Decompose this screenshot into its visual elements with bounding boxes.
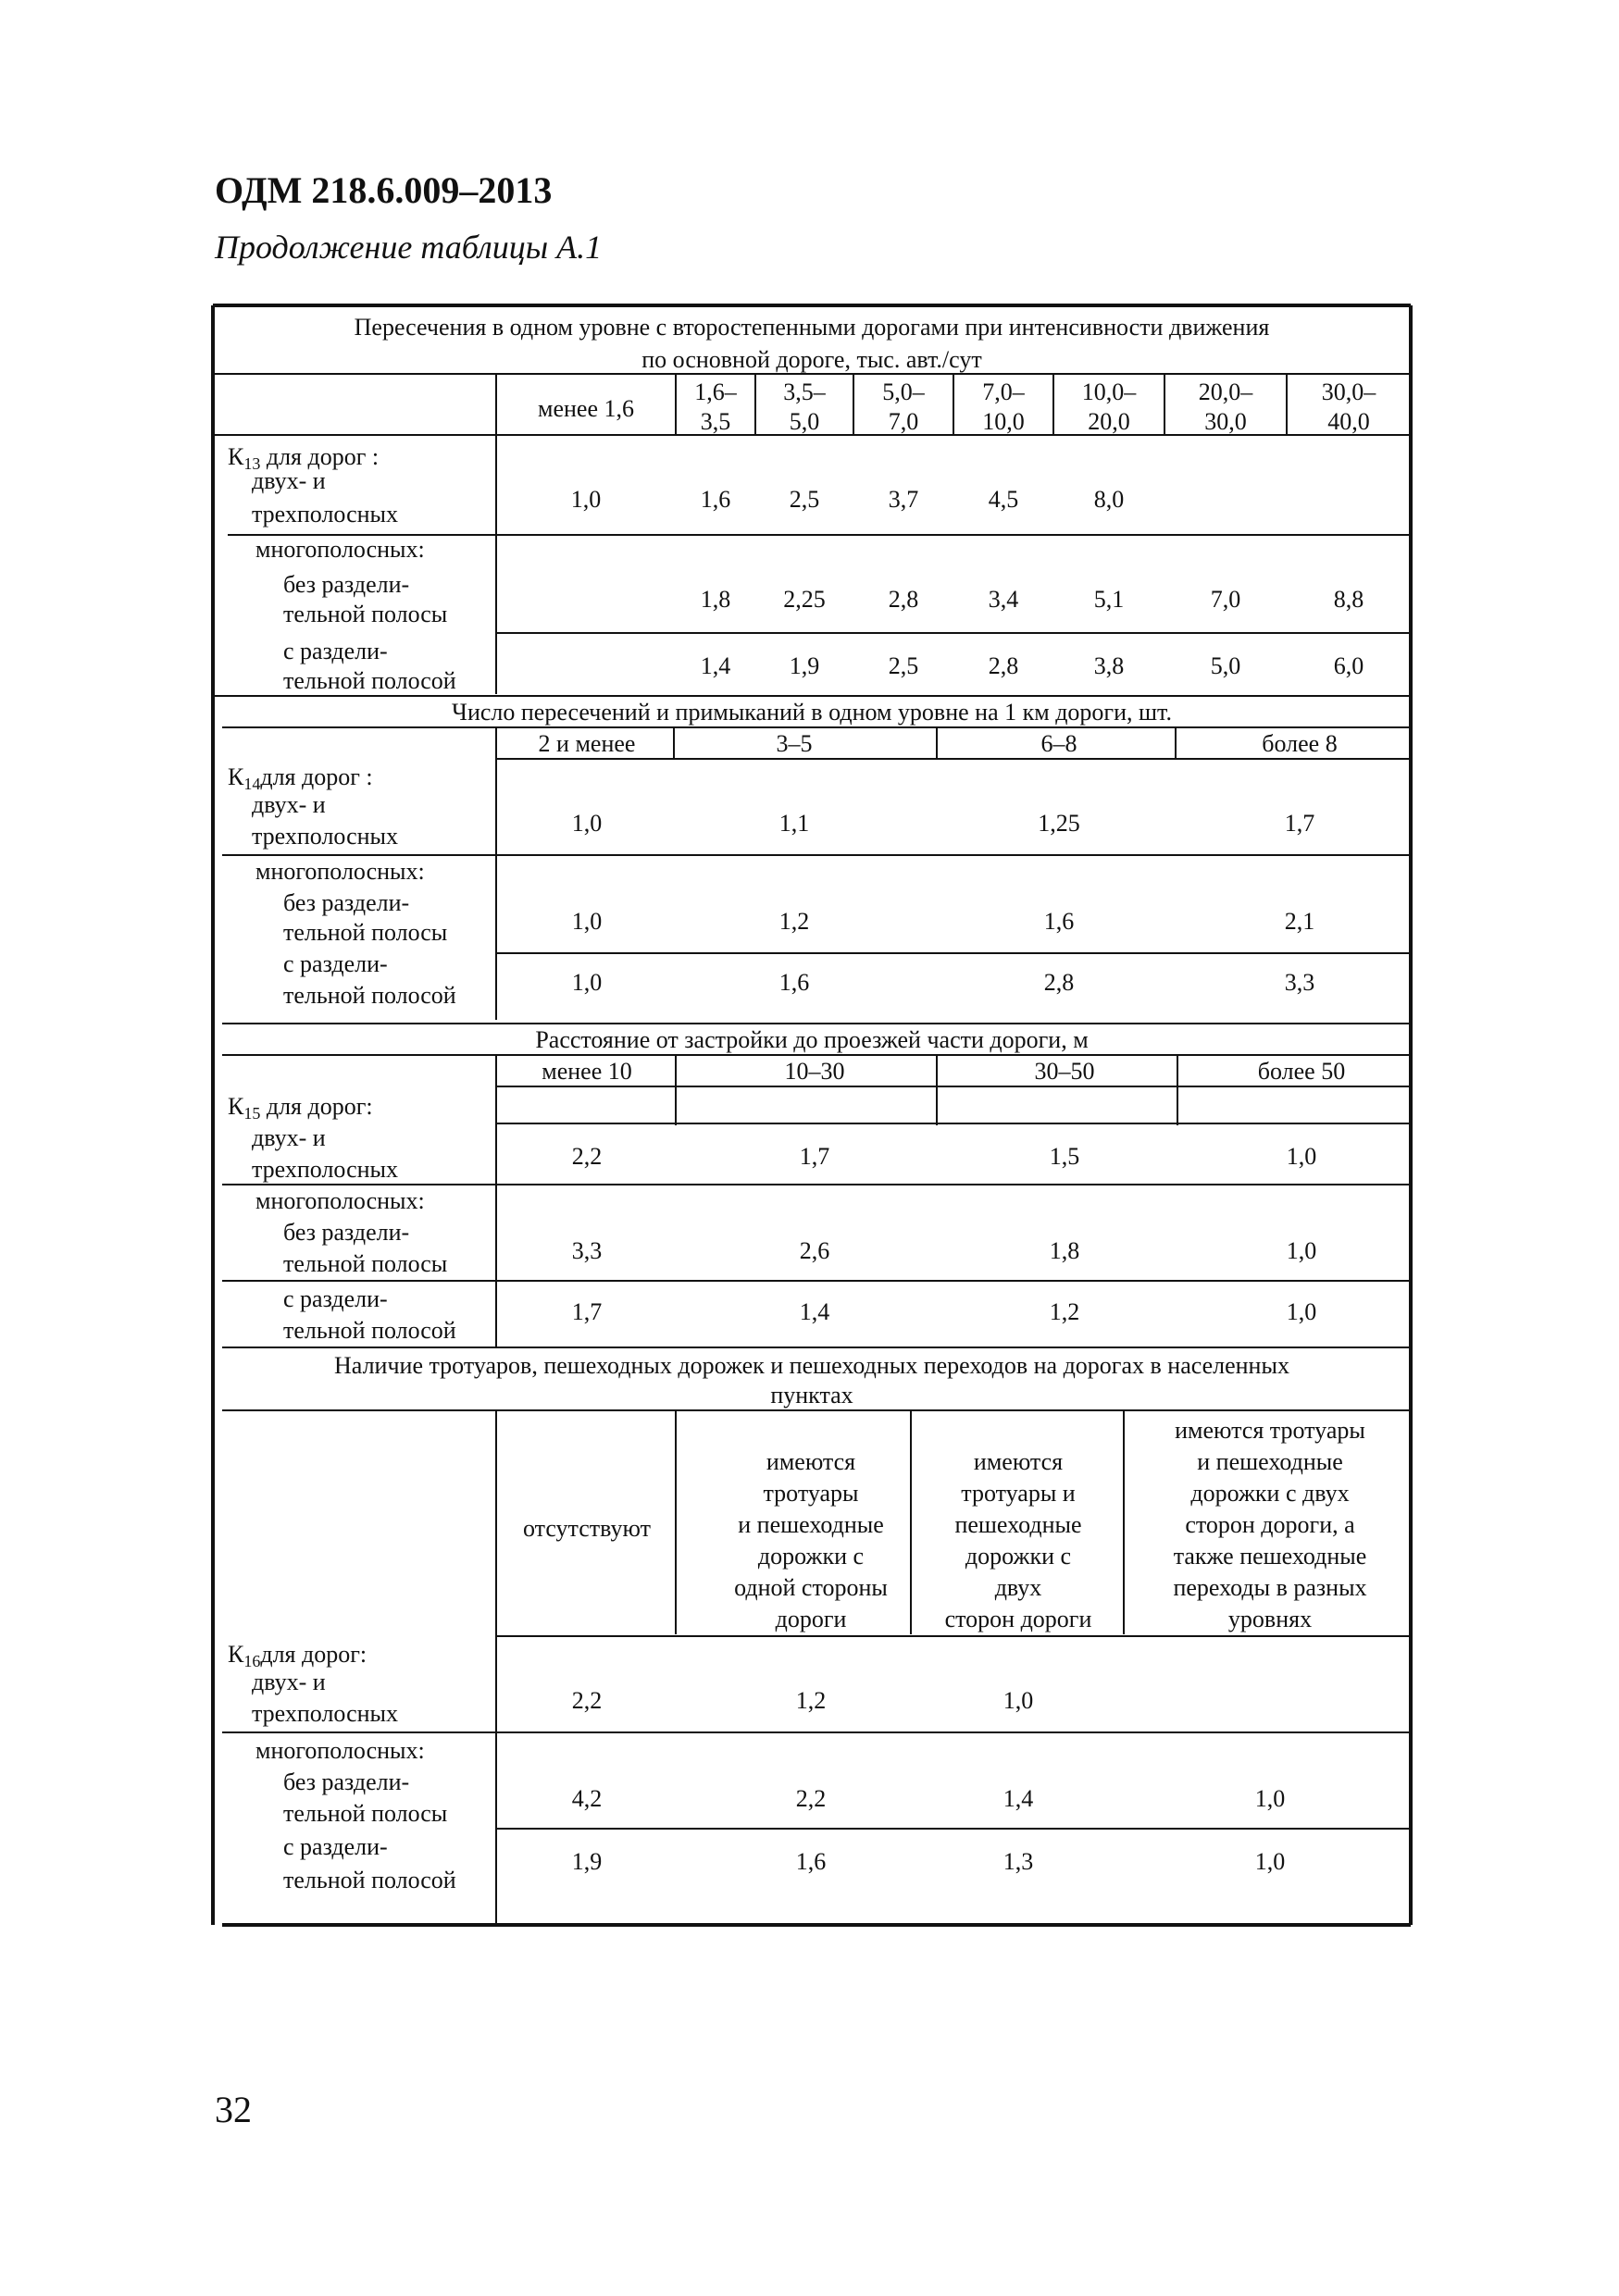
k13-column-header: 7,0 xyxy=(888,408,919,435)
k16-cell-with: 1,3 xyxy=(1003,1848,1034,1875)
k13-cell-without: 3,4 xyxy=(988,586,1019,613)
k15-cell-without: 1,0 xyxy=(1286,1237,1317,1264)
k13-cell-without: 2,8 xyxy=(888,586,919,613)
k16-column-header: отсутствуют xyxy=(523,1515,651,1542)
k15-cell-two_three: 1,5 xyxy=(1049,1143,1080,1170)
k15-cell-without: 2,6 xyxy=(799,1237,830,1264)
k13-section-title: по основной дороге, тыс. авт./сут xyxy=(641,346,982,373)
page-number: 32 xyxy=(215,2089,252,2130)
k14-cell-with: 3,3 xyxy=(1284,969,1315,996)
k14-cell-without: 1,0 xyxy=(571,908,603,935)
k14-column-header: 6–8 xyxy=(1040,730,1077,757)
k16-column-header: одной стороны xyxy=(734,1574,888,1601)
k16-cell-two_three: 1,0 xyxy=(1003,1687,1034,1714)
k13-cell-two_three: 1,0 xyxy=(570,486,602,513)
k14-cell-without: 1,6 xyxy=(1043,908,1075,935)
k14-row-label-multilane: многополосных: xyxy=(255,858,425,885)
k13-row-label-multilane: многополосных: xyxy=(255,536,425,563)
k16-cell-without: 1,0 xyxy=(1254,1785,1286,1812)
k13-row-label-without-divider: тельной полосы xyxy=(283,601,448,627)
k13-cell-with: 2,5 xyxy=(888,652,919,679)
k16-cell-with: 1,0 xyxy=(1254,1848,1286,1875)
k13-column-header: 5,0– xyxy=(882,379,925,405)
k14-row-label-without-divider: без раздели- xyxy=(283,889,410,916)
k15-cell-without: 3,3 xyxy=(571,1237,603,1264)
k13-column-header: 20,0 xyxy=(1088,408,1130,435)
k16-column-header: пешеходные xyxy=(954,1511,1082,1538)
k16-column-header: также пешеходные xyxy=(1173,1543,1367,1570)
k15-row-label-without-divider: тельной полосы xyxy=(283,1250,448,1277)
k16-column-header: имеются xyxy=(973,1448,1064,1475)
k14-cell-with: 1,0 xyxy=(571,969,603,996)
k14-column-header: 3–5 xyxy=(776,730,813,757)
k14-row-label-with-divider: тельной полосой xyxy=(283,982,456,1009)
k14-cell-two_three: 1,0 xyxy=(571,810,603,837)
k15-column-header: более 50 xyxy=(1257,1058,1346,1085)
k13-cell-two_three: 2,5 xyxy=(789,486,820,513)
document-code: ОДМ 218.6.009–2013 xyxy=(215,169,553,211)
k13-column-header: 10,0– xyxy=(1081,379,1137,405)
k13-column-header: 30,0 xyxy=(1204,408,1247,435)
k13-cell-with: 5,0 xyxy=(1210,652,1241,679)
k13-column-header: 20,0– xyxy=(1198,379,1253,405)
k13-cell-with: 1,9 xyxy=(789,652,820,679)
k13-row-label-with-divider: с раздели- xyxy=(283,638,388,664)
k14-cell-without: 2,1 xyxy=(1284,908,1315,935)
k16-column-header: двух xyxy=(994,1574,1042,1601)
k15-cell-two_three: 2,2 xyxy=(571,1143,603,1170)
k15-cell-with: 1,0 xyxy=(1286,1298,1317,1325)
k15-cell-with: 1,4 xyxy=(799,1298,830,1325)
k16-row-label-two-three: двух- и xyxy=(252,1669,326,1695)
k15-row-label-with-divider: с раздели- xyxy=(283,1285,388,1312)
k16-column-header: тротуары и xyxy=(961,1480,1076,1507)
k16-row-label-multilane: многополосных: xyxy=(255,1737,425,1764)
k13-cell-with: 1,4 xyxy=(700,652,731,679)
k14-row-label-without-divider: тельной полосы xyxy=(283,919,448,946)
k13-cell-two_three: 8,0 xyxy=(1093,486,1125,513)
k16-column-header: имеются xyxy=(766,1448,856,1475)
k14-cell-without: 1,2 xyxy=(778,908,810,935)
k16-column-header: сторон дороги, а xyxy=(1185,1511,1355,1538)
k13-cell-without: 7,0 xyxy=(1210,586,1241,613)
k15-section-title: Расстояние от застройки до проезжей части дороги, м xyxy=(535,1026,1089,1053)
k13-column-header: 3,5 xyxy=(700,408,731,435)
k13-section-title: Пересечения в одном уровне с второстепенными дорогами при интенсивности движения xyxy=(354,314,1270,341)
k16-cell-without: 2,2 xyxy=(795,1785,827,1812)
k15-cell-two_three: 1,7 xyxy=(799,1143,830,1170)
k15-coefficient-label: К15 для дорог: xyxy=(228,1093,373,1123)
k16-row-label-without-divider: тельной полосы xyxy=(283,1800,448,1827)
k13-row-label-two-three: трехполосных xyxy=(252,501,398,527)
k14-column-header: 2 и менее xyxy=(538,730,636,757)
k16-column-header: сторон дороги xyxy=(944,1606,1092,1632)
k14-cell-with: 1,6 xyxy=(778,969,810,996)
k15-cell-without: 1,8 xyxy=(1049,1237,1080,1264)
k14-coefficient-label: К14для дорог : xyxy=(228,763,373,793)
k13-cell-without: 2,25 xyxy=(783,586,826,613)
k13-cell-two_three: 4,5 xyxy=(988,486,1019,513)
k13-cell-with: 3,8 xyxy=(1093,652,1125,679)
k16-column-header: дорожки с xyxy=(757,1543,865,1570)
k13-row-label-two-three: двух- и xyxy=(252,467,326,494)
k16-row-label-without-divider: без раздели- xyxy=(283,1769,410,1795)
k14-row-label-two-three: трехполосных xyxy=(252,823,398,850)
k16-section-title: пунктах xyxy=(770,1382,853,1409)
k16-column-header: уровнях xyxy=(1227,1606,1313,1632)
k14-row-label-two-three: двух- и xyxy=(252,791,326,818)
k14-cell-two_three: 1,7 xyxy=(1284,810,1315,837)
k15-cell-with: 1,2 xyxy=(1049,1298,1080,1325)
k16-cell-without: 4,2 xyxy=(571,1785,603,1812)
k16-cell-with: 1,6 xyxy=(795,1848,827,1875)
k14-cell-two_three: 1,25 xyxy=(1038,810,1080,837)
k13-row-label-without-divider: без раздели- xyxy=(283,571,410,598)
k14-column-header: более 8 xyxy=(1262,730,1338,757)
k16-column-header: дороги xyxy=(775,1606,847,1632)
k14-section-title: Число пересечений и примыканий в одном уровне на 1 км дороги, шт. xyxy=(452,699,1172,726)
k14-cell-two_three: 1,1 xyxy=(778,810,810,837)
k13-cell-without: 1,8 xyxy=(700,586,731,613)
k16-column-header: имеются тротуары xyxy=(1175,1417,1365,1444)
k13-cell-with: 2,8 xyxy=(988,652,1019,679)
k13-column-header: 30,0– xyxy=(1321,379,1376,405)
k13-row-label-with-divider: тельной полосой xyxy=(283,667,456,694)
k16-row-label-two-three: трехполосных xyxy=(252,1700,398,1727)
k16-cell-with: 1,9 xyxy=(571,1848,603,1875)
k16-column-header: и пешеходные xyxy=(1197,1448,1343,1475)
k16-cell-two_three: 1,2 xyxy=(795,1687,827,1714)
k13-cell-with: 6,0 xyxy=(1333,652,1364,679)
k13-column-header: 5,0 xyxy=(789,408,820,435)
k16-row-label-with-divider: тельной полосой xyxy=(283,1867,456,1893)
k13-cell-two_three: 1,6 xyxy=(700,486,731,513)
k15-row-label-two-three: трехполосных xyxy=(252,1156,398,1183)
k15-cell-with: 1,7 xyxy=(571,1298,603,1325)
k16-column-header: тротуары xyxy=(763,1480,859,1507)
k14-row-label-with-divider: с раздели- xyxy=(283,950,388,977)
k15-row-label-two-three: двух- и xyxy=(252,1124,326,1151)
k16-column-header: и пешеходные xyxy=(738,1511,884,1538)
k13-coefficient-label: К13 для дорог : xyxy=(228,443,380,473)
k15-cell-two_three: 1,0 xyxy=(1286,1143,1317,1170)
k15-row-label-with-divider: тельной полосой xyxy=(283,1317,456,1344)
k15-row-label-multilane: многополосных: xyxy=(255,1187,425,1214)
k16-column-header: переходы в разных xyxy=(1173,1574,1367,1601)
k15-column-header: 30–50 xyxy=(1034,1058,1095,1085)
k15-column-header: 10–30 xyxy=(784,1058,845,1085)
k15-row-label-without-divider: без раздели- xyxy=(283,1219,410,1246)
k13-cell-two_three: 3,7 xyxy=(888,486,919,513)
k15-column-header: менее 10 xyxy=(542,1058,632,1085)
k16-column-header: дорожки с двух xyxy=(1190,1480,1350,1507)
k16-coefficient-label: К16для дорог: xyxy=(228,1641,367,1670)
k16-cell-without: 1,4 xyxy=(1003,1785,1034,1812)
k14-cell-with: 2,8 xyxy=(1043,969,1075,996)
k16-cell-two_three: 2,2 xyxy=(571,1687,603,1714)
k13-column-header: 40,0 xyxy=(1327,408,1370,435)
k13-column-header: 7,0– xyxy=(982,379,1025,405)
k13-column-header: 1,6– xyxy=(694,379,737,405)
table-continuation-caption: Продолжение таблицы А.1 xyxy=(215,229,603,266)
k13-column-header: менее 1,6 xyxy=(538,395,634,422)
k16-section-title: Наличие тротуаров, пешеходных дорожек и пешеходных переходов на дорогах в населенных xyxy=(334,1352,1289,1379)
k13-cell-without: 5,1 xyxy=(1093,586,1125,613)
k13-cell-without: 8,8 xyxy=(1333,586,1364,613)
k13-column-header: 3,5– xyxy=(783,379,826,405)
k13-column-header: 10,0 xyxy=(982,408,1025,435)
k16-column-header: дорожки с xyxy=(965,1543,1072,1570)
k16-row-label-with-divider: с раздели- xyxy=(283,1833,388,1860)
